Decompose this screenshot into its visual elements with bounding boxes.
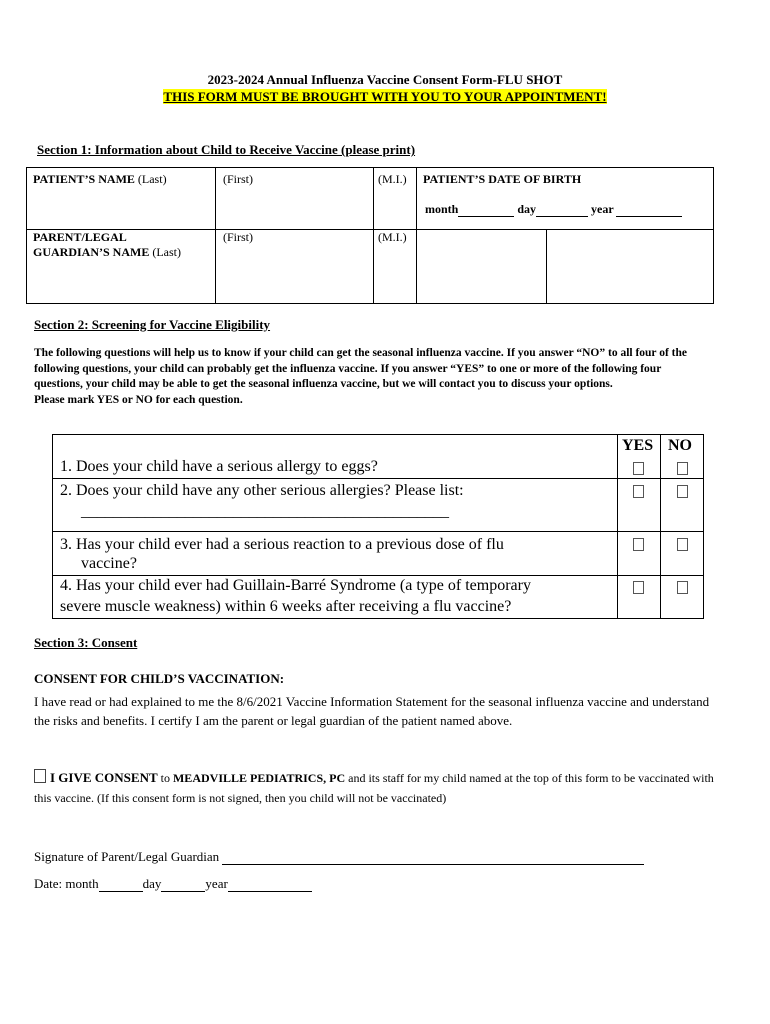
dob-label: PATIENT’S DATE OF BIRTH xyxy=(423,172,582,186)
signature-line: Signature of Parent/Legal Guardian xyxy=(34,849,644,865)
question-1: 1. Does your child have a serious allergy to eggs? xyxy=(60,458,378,475)
section1-heading: Section 1: Information about Child to Receive Vaccine (please print) xyxy=(37,142,416,157)
dob-fields: month day year xyxy=(425,202,682,217)
yes-header: YES xyxy=(622,437,654,454)
question-4-line1: 4. Has your child ever had Guillain-Barré Syndrome (a type of temporary xyxy=(60,577,531,594)
section3-heading: Section 3: Consent xyxy=(34,635,138,650)
practice-name: MEADVILLE PEDIATRICS, PC xyxy=(172,771,346,785)
guardian-name-label: PARENT/LEGAL GUARDIAN’S NAME (Last) xyxy=(33,230,181,259)
screening-intro: The following questions will help us to know if your child can get the seasonal influenza vaccine. If you answer “NO” to all four of the following questions, your child can probably get the influenza vaccine. If you answer “YES” to one or more of the following four questions, your child may be able to get the seasonal influenza vaccine, but we will contact you to discuss your options. Please mark YES or NO for each question. xyxy=(34,347,687,406)
date-line: Date: month day year xyxy=(34,876,312,892)
give-consent-paragraph: I GIVE CONSENT to MEADVILLE PEDIATRICS, PC and its staff for my child named at the top of this form to be vaccinated with this vaccine. (If this consent form is not signed, then you child will not be vaccinated) xyxy=(34,770,714,805)
give-consent-label: I GIVE CONSENT xyxy=(50,770,158,785)
q2-no-checkbox[interactable] xyxy=(677,485,688,498)
date-year-field[interactable] xyxy=(228,879,312,892)
q3-no-checkbox[interactable] xyxy=(677,538,688,551)
q1-yes-checkbox[interactable] xyxy=(633,462,644,475)
form-title: 2023-2024 Annual Influenza Vaccine Consent Form-FLU SHOT xyxy=(207,72,563,87)
question-3-line2: vaccine? xyxy=(81,555,137,572)
patient-name-label: PATIENT’S NAME (Last) xyxy=(33,172,167,186)
q3-yes-checkbox[interactable] xyxy=(633,538,644,551)
q2-yes-checkbox[interactable] xyxy=(633,485,644,498)
patient-info-table xyxy=(26,167,714,304)
no-header: NO xyxy=(668,437,692,454)
question-2-list-line: ______________________________________________ xyxy=(81,503,449,520)
patient-first-label: (First) xyxy=(223,172,253,186)
consent-statement: I have read or had explained to me the 8/6/2021 Vaccine Information Statement for the seasonal influenza vaccine and understand the risks and benefits. I certify I am the parent or legal guardian of the patient named above. xyxy=(34,694,710,728)
consent-title: CONSENT FOR CHILD’S VACCINATION: xyxy=(34,671,285,686)
q4-yes-checkbox[interactable] xyxy=(633,581,644,594)
screening-table xyxy=(52,434,704,619)
appointment-notice-text: THIS FORM MUST BE BROUGHT WITH YOU TO YOUR APPOINTMENT! xyxy=(163,89,607,104)
guardian-first-label: (First) xyxy=(223,230,253,244)
appointment-notice xyxy=(0,89,770,105)
patient-mi-label: (M.I.) xyxy=(378,172,407,186)
give-consent-checkbox[interactable] xyxy=(34,769,46,783)
question-2: 2. Does your child have any other serious allergies? Please list: xyxy=(60,482,464,499)
question-4-line2: severe muscle weakness) within 6 weeks after receiving a flu vaccine? xyxy=(60,598,512,615)
date-month-field[interactable] xyxy=(99,879,143,892)
question-3-line1: 3. Has your child ever had a serious reaction to a previous dose of flu xyxy=(60,536,504,553)
signature-field[interactable] xyxy=(222,852,644,865)
date-day-field[interactable] xyxy=(161,879,205,892)
q4-no-checkbox[interactable] xyxy=(677,581,688,594)
guardian-mi-label: (M.I.) xyxy=(378,230,407,244)
section2-heading: Section 2: Screening for Vaccine Eligibility xyxy=(34,317,271,332)
q1-no-checkbox[interactable] xyxy=(677,462,688,475)
